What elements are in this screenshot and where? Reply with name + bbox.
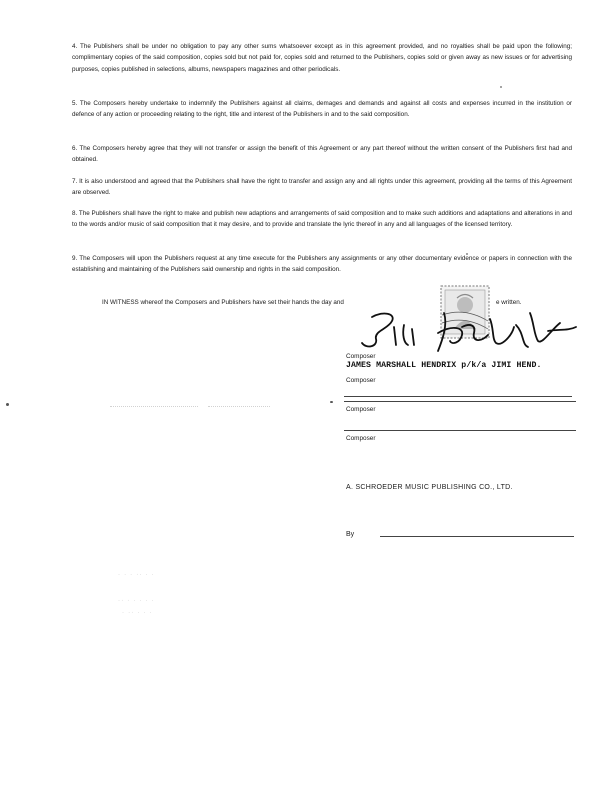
- composer-signature-line-2: [344, 396, 572, 397]
- by-signature-line: [380, 536, 574, 537]
- paper-speck: [330, 401, 333, 403]
- witness-clause-tail: e written.: [496, 299, 522, 306]
- bleed-through-mark: ·· · · · · ·: [118, 598, 155, 604]
- clause-7: 7. It is also understood and agreed that the Publishers shall have the right to transfer and assign any and all rights under this agreement, providing all the terms of this Agreement are observed.: [72, 178, 572, 197]
- clause-8: 8. The Publishers shall have the right to make and publish new adaptions and arrangements of said composition and to make such additions and adaptations and alterations in and to the words and/or music of said composition that it may desire, and to provide and translate the lyric thereof in any and all languages of the licensed territory.: [72, 210, 572, 229]
- bleed-through-mark: [110, 406, 198, 407]
- paper-speck: [6, 403, 9, 406]
- composer-signature-line-3: [344, 401, 576, 402]
- composer-label-3: Composer: [346, 406, 376, 413]
- composer-typed-name: JAMES MARSHALL HENDRIX p/k/a JIMI HEND.: [346, 361, 542, 370]
- composer-label-1: Composer: [346, 353, 376, 360]
- bleed-through-mark: · ·· · · ·: [122, 610, 153, 616]
- by-label: By: [346, 531, 355, 538]
- bleed-through-mark: · · · ·· · ·: [118, 572, 155, 578]
- clause-9: 9. The Composers will upon the Publishers request at any time execute for the Publishers any assignments or any other documentary evidence or papers in connection with the establishing and maintaining of the Publishers said ownership and rights in the said composition.: [72, 255, 572, 274]
- clause-5: 5. The Composers hereby undertake to indemnify the Publishers against all claims, demages and demands and against all costs and expenses incurred in the institution or defence of any action or proceeding relating to the right, title and interest of the Publishers in and to the said composition.: [72, 100, 572, 119]
- composer-signature-line-4: [344, 430, 576, 431]
- witness-clause: IN WITNESS whereof the Composers and Publishers have set their hands the day and: [102, 299, 344, 306]
- clause-4: 4. The Publishers shall be under no obligation to pay any other sums whatsoever except as in this agreement provided, and no royalties shall be paid upon the following; complimentary copies of the said composition, copies sold but not paid for, copies sold and returned to the Publishers, copies sold or given away as new issues or for advertising purposes, copies published in selections, albums, newspapers magazines and other periodicals.: [72, 43, 572, 73]
- paper-speck: [466, 253, 468, 255]
- bleed-through-mark: [208, 406, 270, 407]
- composer-signature: [352, 305, 582, 359]
- composer-label-2: Composer: [346, 377, 376, 384]
- paper-speck: [500, 86, 502, 88]
- composer-label-4: Composer: [346, 435, 376, 442]
- publisher-company-name: A. SCHROEDER MUSIC PUBLISHING CO., LTD.: [346, 484, 513, 491]
- clause-6: 6. The Composers hereby agree that they will not transfer or assign the benefit of this Agreement or any part thereof without the written consent of the Publishers first had and obtained.: [72, 145, 572, 164]
